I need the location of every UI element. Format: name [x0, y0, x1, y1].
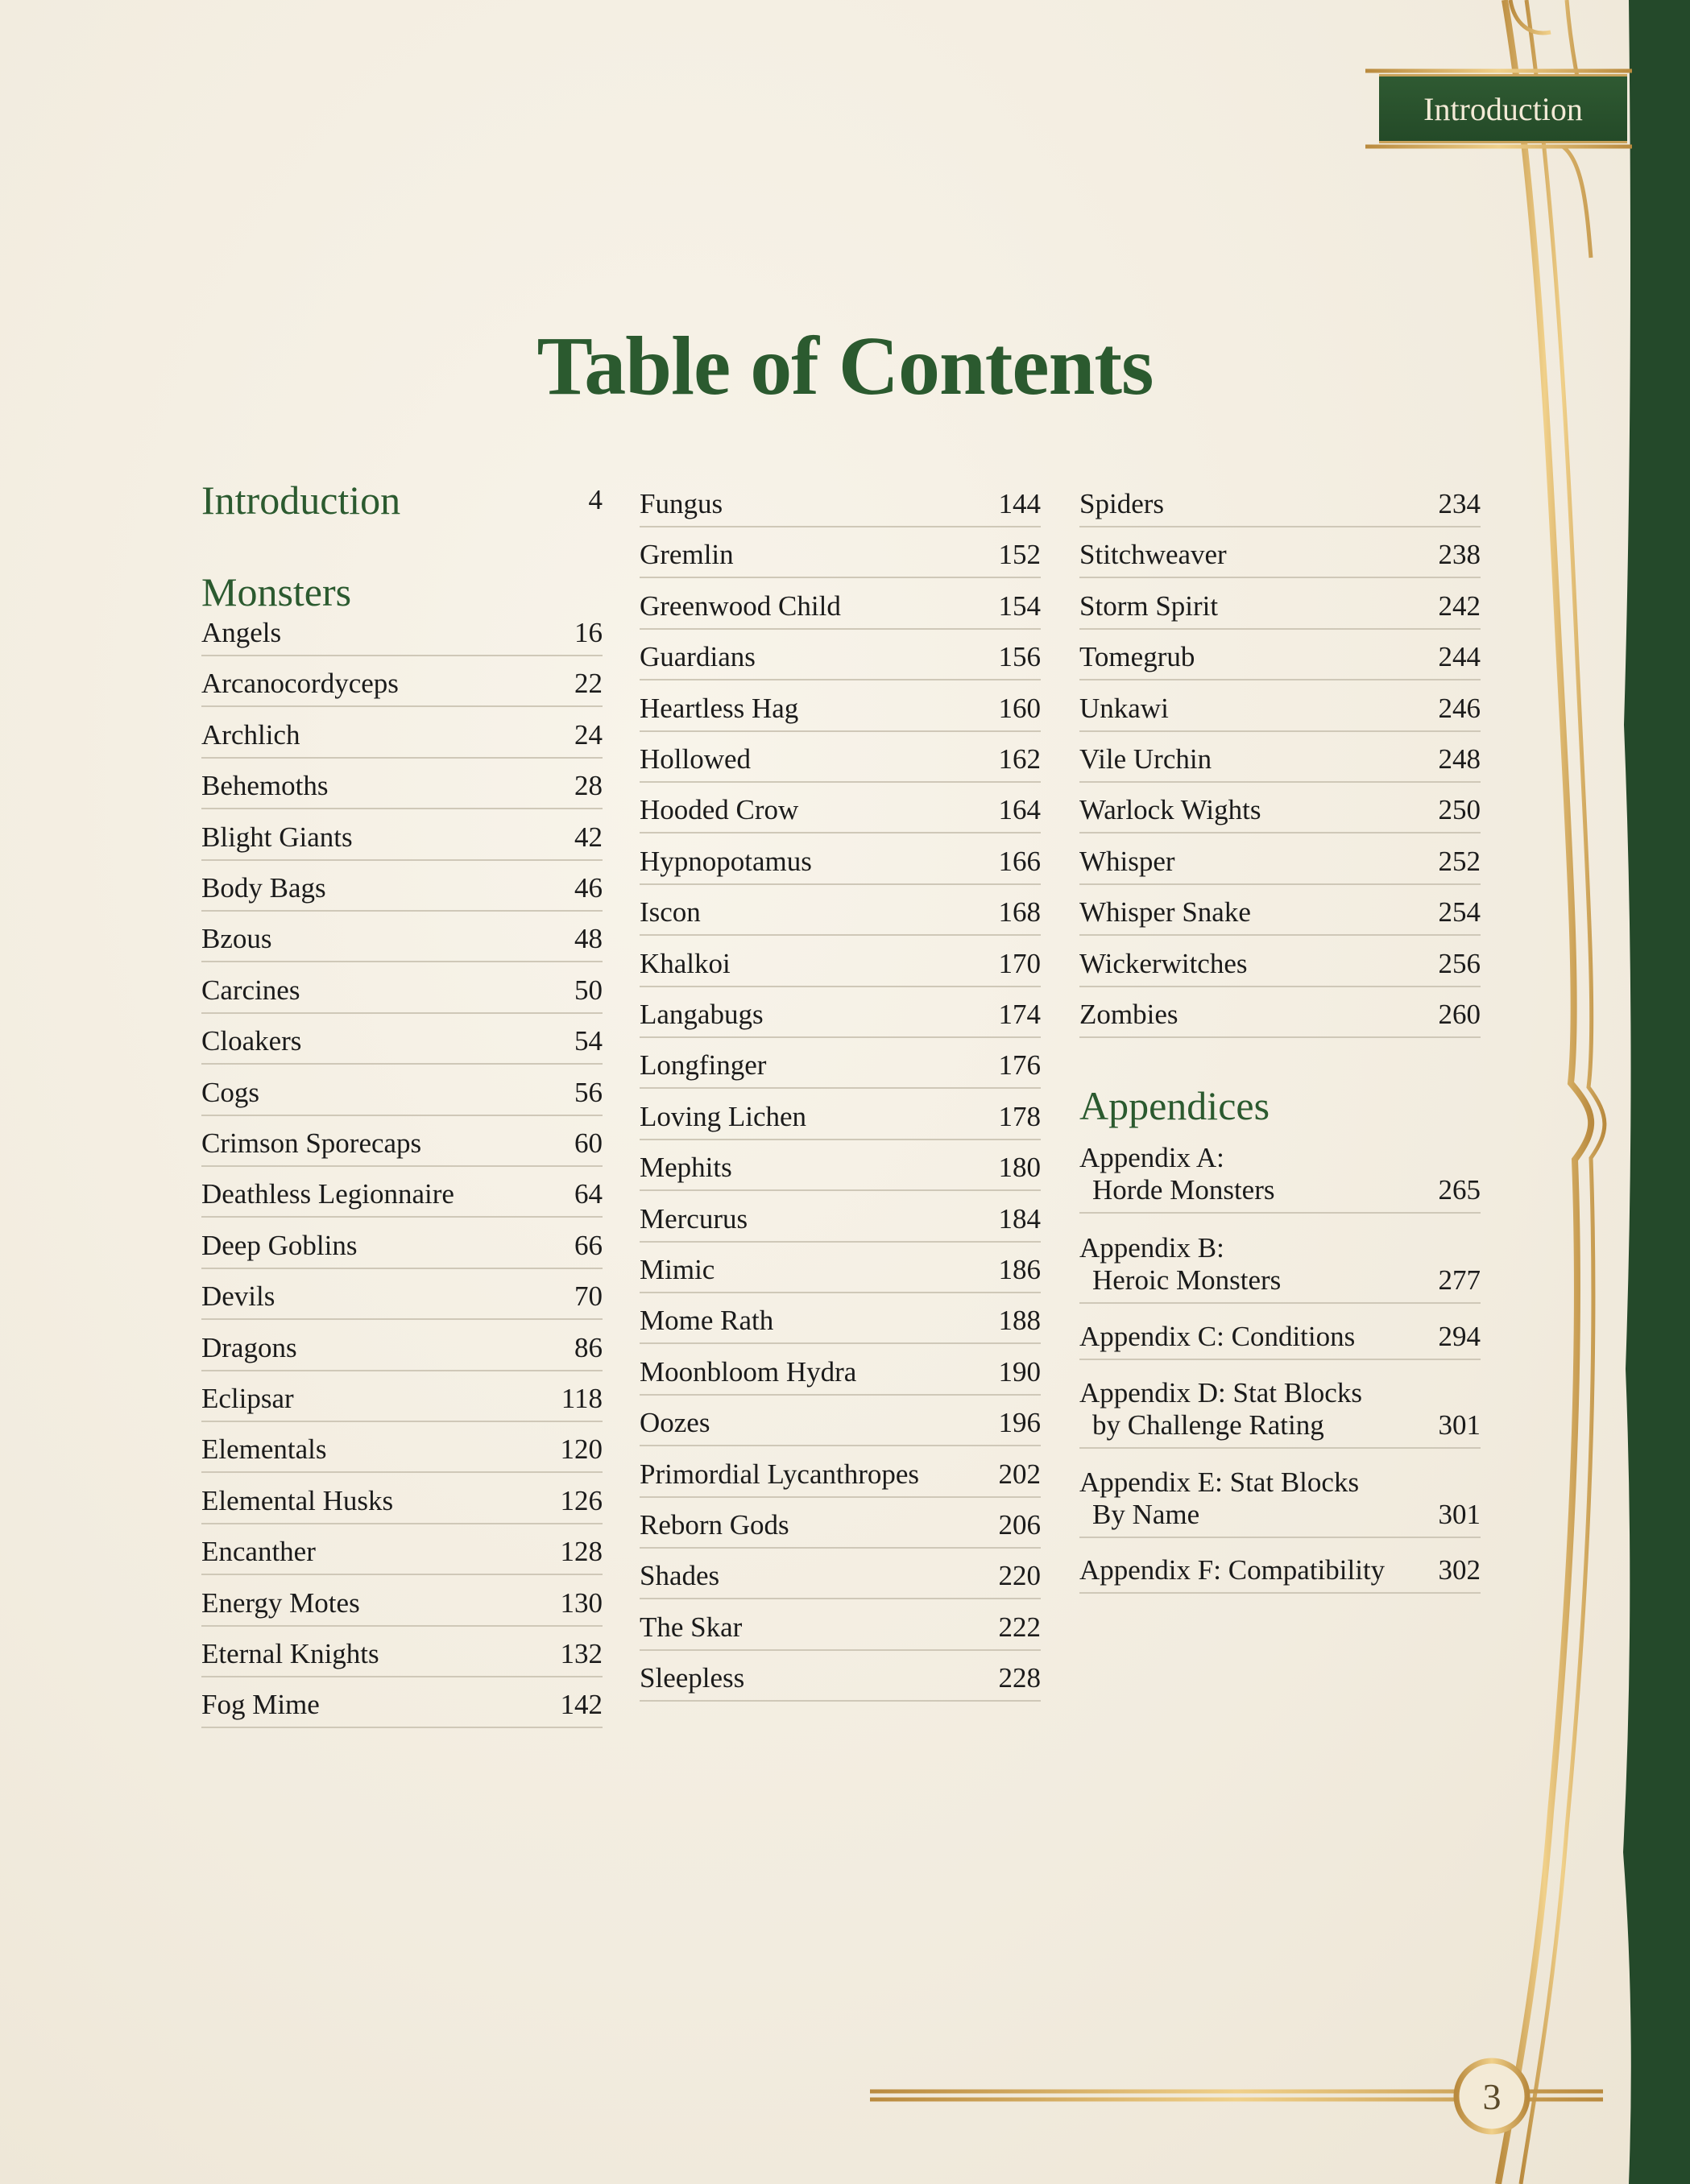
toc-entry-title: Angels	[201, 617, 282, 648]
toc-entry[interactable]	[640, 1407, 1041, 1446]
toc-entry-page: 126	[560, 1484, 603, 1516]
toc-entry-page: 228	[998, 1662, 1041, 1694]
toc-entry-title: Vile Urchin	[1079, 743, 1212, 775]
toc-entry[interactable]	[640, 1203, 1041, 1243]
appendix-title: Appendix D: Stat Blocks	[1079, 1377, 1362, 1408]
toc-entry[interactable]	[201, 872, 603, 912]
toc-entry-title: Behemoths	[201, 770, 329, 802]
toc-entry-page: 184	[998, 1202, 1041, 1235]
appendix-title: Appendix A:	[1079, 1142, 1224, 1173]
toc-entry-title: Elemental Husks	[201, 1484, 394, 1516]
appendix-page: 265	[1438, 1174, 1481, 1206]
appendix-subtitle: By Name	[1092, 1499, 1200, 1530]
toc-entry-page: 256	[1438, 947, 1481, 979]
toc-entry-title: Reborn Gods	[640, 1509, 789, 1541]
toc-entry-page: 56	[574, 1076, 603, 1108]
toc-entry[interactable]	[201, 1383, 603, 1422]
toc-entry[interactable]	[640, 693, 1041, 732]
toc-entry-title: Cloakers	[201, 1025, 302, 1057]
toc-entry[interactable]	[640, 999, 1041, 1038]
toc-entry-page: 130	[560, 1586, 603, 1619]
toc-entry-title: Primordial Lycanthropes	[640, 1458, 920, 1490]
toc-entry-page: 42	[574, 821, 603, 853]
appendix-title: Appendix B:	[1079, 1232, 1224, 1264]
page-number: 3	[1482, 2075, 1502, 2117]
introduction-page: 4	[588, 484, 603, 515]
appendix-title: Appendix C: Conditions	[1079, 1321, 1356, 1352]
appendices-heading: Appendices	[1079, 1083, 1270, 1128]
appendix-subtitle: Heroic Monsters	[1092, 1264, 1282, 1296]
toc-entry-page: 154	[998, 589, 1041, 622]
toc-entry-title: Mercurus	[640, 1202, 748, 1235]
toc-entry-page: 22	[574, 668, 603, 700]
toc-entry-page: 222	[998, 1611, 1041, 1643]
toc-entry-page: 48	[574, 923, 603, 955]
toc-entry-title: Deep Goblins	[201, 1229, 358, 1261]
toc-entry-title: Hypnopotamus	[640, 845, 812, 877]
toc-entry-page: 242	[1438, 589, 1481, 622]
toc-entry-page: 254	[1438, 896, 1481, 929]
toc-entry-page: 142	[560, 1689, 603, 1721]
toc-entry[interactable]	[1079, 488, 1481, 527]
toc-entry-page: 170	[998, 947, 1041, 979]
appendix-entry[interactable]	[1079, 1142, 1481, 1214]
toc-entry[interactable]	[640, 539, 1041, 578]
toc-entry-page: 164	[998, 794, 1041, 826]
toc-entry[interactable]	[201, 1536, 603, 1575]
toc-entry[interactable]	[201, 668, 603, 707]
appendix-page: 301	[1438, 1409, 1481, 1441]
toc-entry-title: Khalkoi	[640, 947, 731, 979]
toc-entry-title: Eternal Knights	[201, 1638, 379, 1669]
toc-entry[interactable]	[1079, 693, 1481, 732]
toc-entry-page: 156	[998, 641, 1041, 673]
toc-entry[interactable]	[1079, 743, 1481, 783]
appendix-title: Appendix E: Stat Blocks	[1079, 1466, 1360, 1498]
toc-entry-title: Dragons	[201, 1331, 297, 1363]
toc-entry-page: 186	[998, 1254, 1041, 1285]
toc-entry[interactable]	[1079, 999, 1481, 1038]
toc-entry-page: 70	[574, 1280, 603, 1313]
toc-entry-page: 168	[998, 896, 1041, 929]
appendix-entry[interactable]	[1079, 1321, 1481, 1360]
toc-entry-page: 16	[574, 617, 603, 648]
toc-entry-page: 188	[998, 1305, 1041, 1337]
toc-entry-title: Wickerwitches	[1079, 947, 1248, 979]
toc-entry[interactable]	[640, 488, 1041, 527]
toc-entry-title: Mome Rath	[640, 1305, 774, 1337]
toc-entry[interactable]	[640, 1458, 1041, 1498]
toc-entry-title: Storm Spirit	[1079, 589, 1219, 622]
toc-entry-page: 260	[1438, 999, 1481, 1030]
toc-entry[interactable]	[1079, 641, 1481, 680]
toc-entry[interactable]	[201, 719, 603, 759]
toc-entry-page: 60	[574, 1127, 603, 1159]
toc-entry[interactable]	[640, 794, 1041, 833]
toc-entry-page: 180	[998, 1152, 1041, 1184]
toc-entry-title: Body Bags	[201, 872, 326, 904]
toc-entry[interactable]	[201, 974, 603, 1014]
toc-entry[interactable]	[640, 1356, 1041, 1396]
appendix-entry[interactable]	[1079, 1554, 1481, 1594]
toc-entry-title: Oozes	[640, 1407, 710, 1439]
toc-entry-title: Hooded Crow	[640, 794, 799, 826]
toc-entry-title: Loving Lichen	[640, 1100, 807, 1132]
toc-entry-title: Gremlin	[640, 539, 734, 571]
toc-entry-page: 86	[574, 1331, 603, 1363]
toc-entry-page: 248	[1438, 743, 1481, 775]
appendix-subtitle-row	[1079, 1264, 1481, 1297]
toc-entry-title: Sleepless	[640, 1662, 745, 1694]
toc-entry-page: 196	[998, 1407, 1041, 1439]
toc-entry[interactable]	[201, 1433, 603, 1473]
toc-entry[interactable]	[640, 1152, 1041, 1191]
toc-entry[interactable]	[1079, 590, 1481, 630]
toc-entry-page: 120	[560, 1433, 603, 1466]
toc-entry[interactable]	[640, 846, 1041, 885]
toc-entry-title: Iscon	[640, 896, 701, 929]
toc-entry-title: Elementals	[201, 1433, 327, 1466]
toc-entry-page: 46	[574, 872, 603, 904]
toc-entry-page: 50	[574, 974, 603, 1006]
toc-entry[interactable]	[640, 1305, 1041, 1344]
toc-entry-page: 144	[998, 488, 1041, 519]
toc-entry-title: Deathless Legionnaire	[201, 1178, 454, 1210]
toc-entry-page: 252	[1438, 845, 1481, 877]
toc-entry-page: 190	[998, 1355, 1041, 1388]
appendix-subtitle-row	[1079, 1409, 1481, 1442]
toc-entry[interactable]	[201, 1638, 603, 1677]
toc-entry-title: Guardians	[640, 641, 756, 673]
toc-entry[interactable]	[640, 641, 1041, 680]
toc-entry-title: Fog Mime	[201, 1689, 320, 1721]
appendix-entry[interactable]	[1079, 1232, 1481, 1304]
toc-entry[interactable]	[201, 1230, 603, 1269]
appendix-page: 294	[1438, 1321, 1481, 1352]
toc-entry-title: Fungus	[640, 488, 723, 519]
toc-entry[interactable]	[1079, 794, 1481, 833]
toc-entry[interactable]	[201, 1689, 603, 1728]
toc-entry-page: 64	[574, 1178, 603, 1210]
monsters-heading: Monsters	[201, 569, 352, 614]
toc-entry-page: 174	[998, 999, 1041, 1030]
toc-entry[interactable]	[640, 590, 1041, 630]
toc-entry[interactable]	[640, 1509, 1041, 1549]
toc-entry-title: Tomegrub	[1079, 641, 1195, 673]
toc-introduction[interactable]	[201, 477, 603, 523]
toc-entry[interactable]	[201, 821, 603, 861]
toc-entry[interactable]	[201, 923, 603, 962]
toc-entry-page: 54	[574, 1025, 603, 1057]
toc-entry-page: 152	[998, 539, 1041, 571]
toc-entry[interactable]	[1079, 948, 1481, 987]
toc-entry-title: Stitchweaver	[1079, 539, 1227, 571]
toc-entry-title: Bzous	[201, 923, 272, 955]
toc-entry[interactable]	[640, 1101, 1041, 1140]
toc-entry-title: Energy Motes	[201, 1586, 360, 1619]
toc-entry-page: 132	[560, 1638, 603, 1669]
toc-entry-title: Mephits	[640, 1152, 732, 1184]
appendix-page: 302	[1438, 1554, 1481, 1586]
toc-entry[interactable]	[1079, 539, 1481, 578]
toc-entry[interactable]	[640, 1662, 1041, 1702]
toc-entry[interactable]	[640, 1560, 1041, 1599]
toc-entry[interactable]	[640, 1254, 1041, 1293]
toc-entry[interactable]	[201, 1280, 603, 1320]
toc-entry-page: 246	[1438, 692, 1481, 724]
toc-entry-page: 166	[998, 845, 1041, 877]
toc-entry-title: Longfinger	[640, 1049, 767, 1082]
appendix-entry[interactable]	[1079, 1466, 1481, 1538]
toc-entry[interactable]	[201, 1485, 603, 1524]
toc-entry[interactable]	[640, 1049, 1041, 1089]
appendix-subtitle: by Challenge Rating	[1092, 1409, 1324, 1441]
toc-entry-title: Shades	[640, 1560, 720, 1592]
section-tab: Introduction	[1379, 74, 1627, 143]
toc-entry[interactable]	[1079, 846, 1481, 885]
toc-entry-title: Devils	[201, 1280, 275, 1313]
toc-entry-title: Encanther	[201, 1536, 316, 1568]
toc-entry[interactable]	[201, 1025, 603, 1065]
toc-entry[interactable]	[201, 1587, 603, 1627]
toc-entry[interactable]	[640, 948, 1041, 987]
toc-entry[interactable]	[201, 1332, 603, 1371]
toc-entry[interactable]	[640, 743, 1041, 783]
toc-entry-title: Moonbloom Hydra	[640, 1355, 857, 1388]
toc-entry-page: 178	[998, 1100, 1041, 1132]
introduction-heading: Introduction	[201, 478, 401, 523]
toc-entry-page: 162	[998, 743, 1041, 775]
toc-entry-page: 118	[561, 1383, 603, 1414]
toc-entry-page: 238	[1438, 539, 1481, 571]
appendix-page: 301	[1438, 1499, 1481, 1530]
toc-entry-page: 250	[1438, 794, 1481, 826]
toc-entry-title: Arcanocordyceps	[201, 668, 399, 700]
toc-entry-title: Langabugs	[640, 999, 764, 1030]
toc-entry[interactable]	[201, 617, 603, 656]
toc-entry-title: The Skar	[640, 1611, 743, 1643]
toc-entry-page: 202	[998, 1458, 1041, 1490]
toc-entry-title: Hollowed	[640, 743, 752, 775]
toc-entry-page: 244	[1438, 641, 1481, 673]
toc-entry-title: Cogs	[201, 1076, 259, 1108]
toc-entry-title: Whisper Snake	[1079, 896, 1251, 929]
toc-entry[interactable]	[640, 896, 1041, 936]
toc-entry-title: Zombies	[1079, 999, 1178, 1030]
toc-entry-title: Blight Giants	[201, 821, 353, 853]
toc-entry-page: 176	[998, 1049, 1041, 1082]
toc-entry-title: Carcines	[201, 974, 300, 1006]
toc-entry[interactable]	[201, 1127, 603, 1167]
toc-entry-page: 220	[998, 1560, 1041, 1592]
toc-entry-title: Crimson Sporecaps	[201, 1127, 422, 1159]
appendix-entry[interactable]	[1079, 1377, 1481, 1449]
toc-entry[interactable]	[640, 1611, 1041, 1651]
appendix-page: 277	[1438, 1264, 1481, 1296]
toc-entry-page: 24	[574, 718, 603, 751]
appendix-subtitle-row	[1079, 1174, 1481, 1206]
toc-entry-page: 234	[1438, 488, 1481, 519]
toc-entry-title: Mimic	[640, 1254, 715, 1285]
toc-entry-title: Warlock Wights	[1079, 794, 1261, 826]
toc-entry-title: Heartless Hag	[640, 692, 799, 724]
toc-entry-page: 206	[998, 1509, 1041, 1541]
toc-entry-page: 66	[574, 1229, 603, 1261]
appendix-subtitle: Horde Monsters	[1092, 1174, 1275, 1206]
toc-entry[interactable]	[201, 770, 603, 809]
toc-entry-page: 128	[560, 1536, 603, 1568]
toc-entry-title: Greenwood Child	[640, 589, 841, 622]
toc-entry-title: Eclipsar	[201, 1383, 294, 1414]
toc-entry-title: Whisper	[1079, 845, 1175, 877]
toc-entry-title: Archlich	[201, 718, 300, 751]
toc-entry[interactable]	[201, 1178, 603, 1218]
toc-entry[interactable]	[201, 1077, 603, 1116]
toc-entry[interactable]	[1079, 896, 1481, 936]
page-title: Table of Contents	[536, 320, 1154, 412]
toc-entry-title: Unkawi	[1079, 692, 1169, 724]
toc-entry-page: 28	[574, 770, 603, 802]
appendix-subtitle-row	[1079, 1499, 1481, 1531]
appendix-title: Appendix F: Compatibility	[1079, 1554, 1386, 1586]
toc-entry-title: Spiders	[1079, 488, 1164, 519]
toc-entry-page: 160	[998, 692, 1041, 724]
